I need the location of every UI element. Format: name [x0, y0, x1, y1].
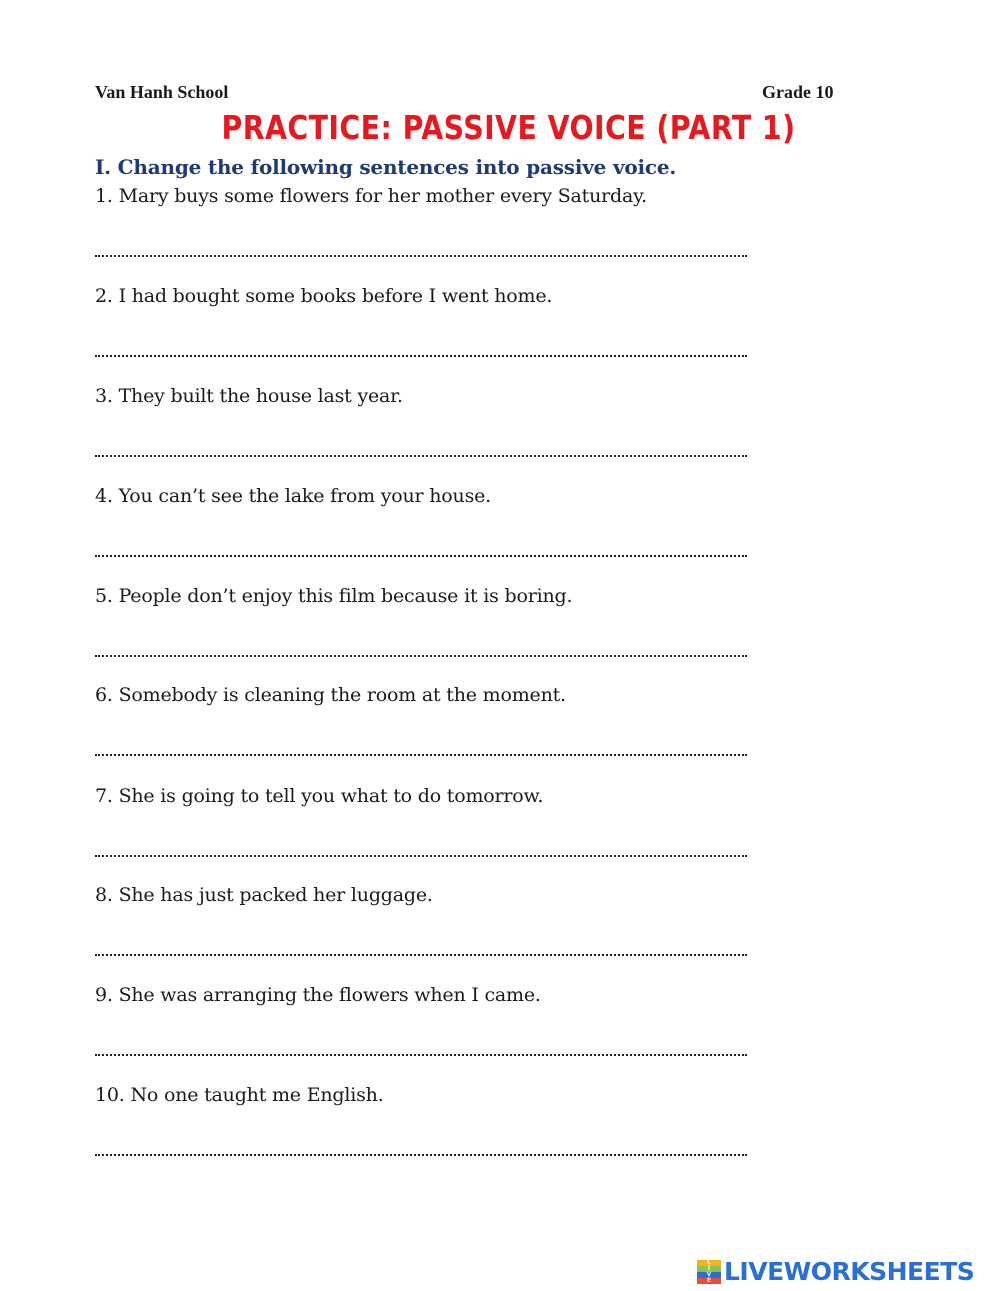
- logo-letter-l: L: [697, 1260, 721, 1266]
- question-9: 9. She was arranging the flowers when I came.: [95, 984, 541, 1006]
- question-7: 7. She is going to tell you what to do tomorrow.: [95, 785, 544, 807]
- answer-input-7[interactable]: [95, 843, 747, 857]
- answer-input-9[interactable]: [95, 1042, 747, 1056]
- question-8: 8. She has just packed her luggage.: [95, 884, 433, 906]
- brand-text: LIVEWORKSHEETS: [724, 1257, 975, 1286]
- liveworksheets-logo-icon: [697, 1260, 721, 1284]
- question-6: 6. Somebody is cleaning the room at the moment.: [95, 684, 566, 706]
- logo-letter-e: E: [697, 1278, 721, 1284]
- school-name: Van Hanh School: [95, 82, 229, 102]
- liveworksheets-brand[interactable]: [697, 1257, 974, 1286]
- answer-input-4[interactable]: [95, 543, 747, 557]
- answer-input-10[interactable]: [95, 1142, 747, 1156]
- logo-letter-i: I: [697, 1266, 721, 1272]
- answer-input-5[interactable]: [95, 643, 747, 657]
- section-heading: I. Change the following sentences into passive voice.: [95, 155, 677, 179]
- worksheet-title: PRACTICE: PASSIVE VOICE (PART 1): [221, 108, 796, 147]
- answer-input-1[interactable]: [95, 243, 747, 257]
- question-1: 1. Mary buys some flowers for her mother every Saturday.: [95, 185, 647, 207]
- question-3: 3. They built the house last year.: [95, 385, 403, 407]
- logo-letter-v: V: [697, 1272, 721, 1278]
- question-5: 5. People don’t enjoy this film because it is boring.: [95, 585, 573, 607]
- answer-input-2[interactable]: [95, 343, 747, 357]
- grade-label: Grade 10: [762, 82, 834, 102]
- answer-input-8[interactable]: [95, 942, 747, 956]
- question-4: 4. You can’t see the lake from your house.: [95, 485, 492, 507]
- answer-input-3[interactable]: [95, 443, 747, 457]
- answer-input-6[interactable]: [95, 742, 747, 756]
- question-2: 2. I had bought some books before I went home.: [95, 285, 553, 307]
- question-10: 10. No one taught me English.: [95, 1084, 384, 1106]
